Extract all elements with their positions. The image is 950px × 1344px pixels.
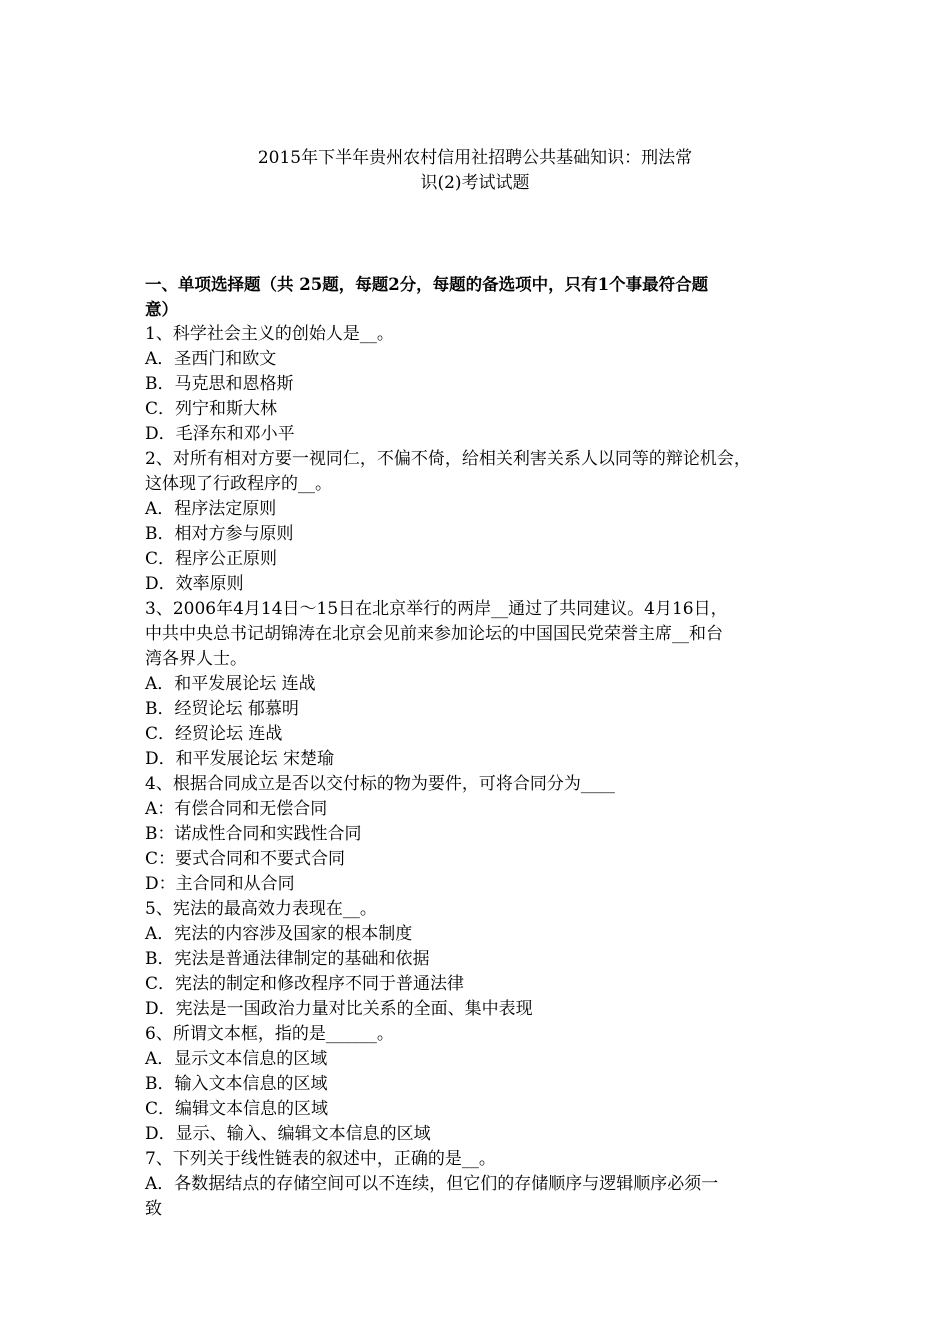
- option-a: A．显示文本信息的区域: [145, 1049, 328, 1069]
- question-text: 1、科学社会主义的创始人是__。: [145, 324, 394, 344]
- option-d: D．效率原则: [145, 574, 244, 594]
- question-text: 3、2006年4月14日～15日在北京举行的两岸__通过了共同建议。4月16日，: [145, 599, 728, 619]
- option-b: B．马克思和恩格斯: [145, 374, 294, 394]
- document-title: [120, 146, 830, 196]
- option-d: D．显示、输入、编辑文本信息的区域: [145, 1124, 431, 1144]
- document-body: [145, 272, 815, 1222]
- option-d: D．毛泽东和邓小平: [145, 424, 295, 444]
- option-a-continued: 致: [145, 1199, 162, 1219]
- title-line-1: 2015年下半年贵州农村信用社招聘公共基础知识：刑法常: [257, 148, 693, 168]
- question-text: 5、宪法的最高效力表现在__。: [145, 899, 377, 919]
- question-7: [145, 1147, 815, 1222]
- question-6: [145, 1022, 815, 1147]
- option-c: C．编辑文本信息的区域: [145, 1099, 329, 1119]
- option-b: B．相对方参与原则: [145, 524, 294, 544]
- option-b: B．输入文本信息的区域: [145, 1074, 328, 1094]
- section-heading-line-1: 一、单项选择题（共 25题，每题2分，每题的备选项中，只有1个事最符合题: [145, 275, 709, 294]
- option-a: A．圣西门和欧文: [145, 349, 277, 369]
- option-a: A．宪法的内容涉及国家的根本制度: [145, 924, 413, 944]
- option-c: C：要式合同和不要式合同: [145, 849, 346, 869]
- question-text: 7、下列关于线性链表的叙述中，正确的是__。: [145, 1149, 496, 1169]
- option-c: C．经贸论坛 连战: [145, 724, 283, 744]
- option-a: A．和平发展论坛 连战: [145, 674, 316, 694]
- question-5: [145, 897, 815, 1022]
- title-line-2: 识(2)考试试题: [420, 173, 530, 193]
- question-text: 2、对所有相对方要一视同仁，不偏不倚，给相关利害关系人以同等的辩论机会，: [145, 449, 751, 469]
- option-a: A．程序法定原则: [145, 499, 277, 519]
- option-b: B．宪法是普通法律制定的基础和依据: [145, 949, 430, 969]
- question-3: [145, 597, 815, 772]
- question-4: [145, 772, 815, 897]
- option-d: D：主合同和从合同: [145, 874, 295, 894]
- question-text: 6、所谓文本框，指的是______。: [145, 1024, 394, 1044]
- option-c: C．宪法的制定和修改程序不同于普通法律: [145, 974, 465, 994]
- option-d: D．和平发展论坛 宋楚瑜: [145, 749, 335, 769]
- option-c: C．列宁和斯大林: [145, 399, 278, 419]
- option-b: B．经贸论坛 郁慕明: [145, 699, 299, 719]
- option-a: A．各数据结点的存储空间可以不连续，但它们的存储顺序与逻辑顺序必须一: [145, 1174, 719, 1194]
- question-text: 4、根据合同成立是否以交付标的物为要件，可将合同分为____: [145, 774, 615, 794]
- question-2: [145, 447, 815, 597]
- section-heading-line-2: 意）: [145, 300, 178, 319]
- option-d: D．宪法是一国政治力量对比关系的全面、集中表现: [145, 999, 533, 1019]
- question-text: 这体现了行政程序的__。: [145, 474, 332, 494]
- question-1: [145, 322, 815, 447]
- question-text: 湾各界人士。: [145, 649, 247, 669]
- option-c: C．程序公正原则: [145, 549, 278, 569]
- option-b: B：诺成性合同和实践性合同: [145, 824, 362, 844]
- question-text: 中共中央总书记胡锦涛在北京会见前来参加论坛的中国国民党荣誉主席__和台: [145, 624, 723, 644]
- option-a: A：有偿合同和无偿合同: [145, 799, 328, 819]
